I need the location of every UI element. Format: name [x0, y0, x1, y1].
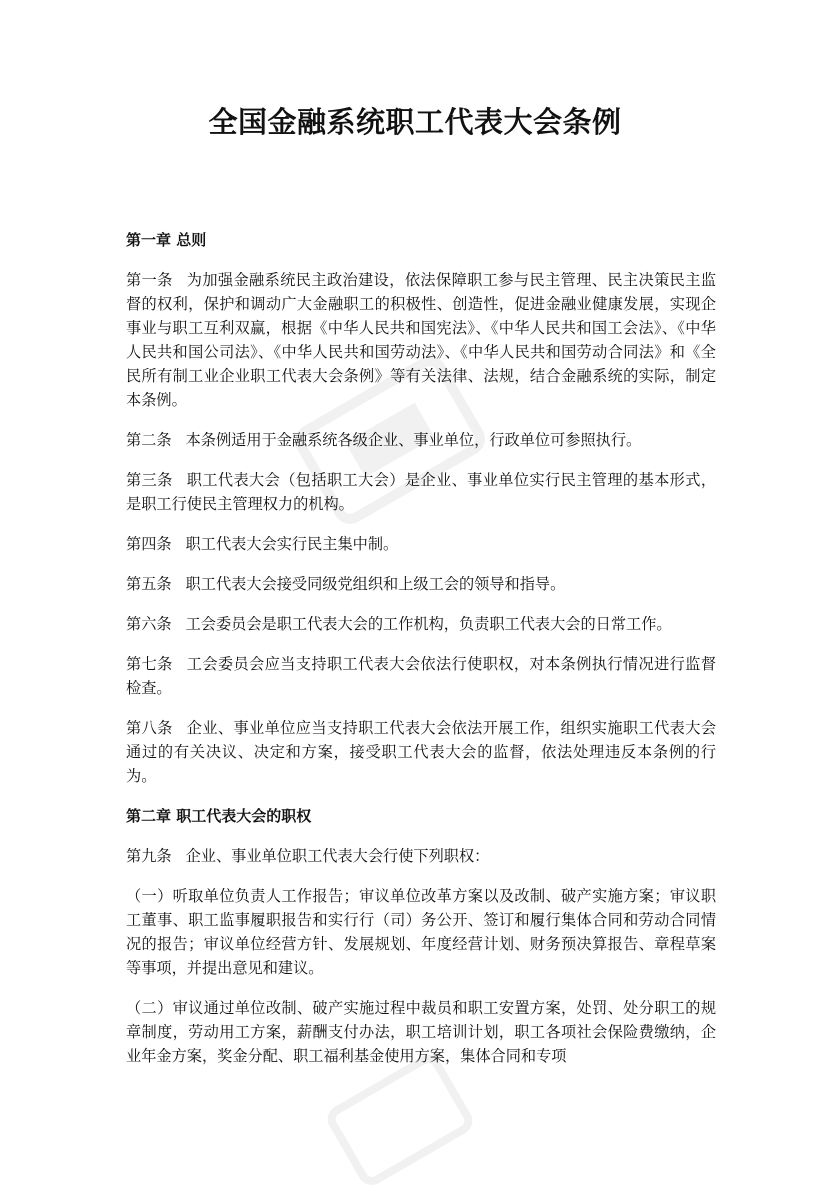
article-item-1 [126, 884, 716, 980]
article-text: 工会委员会是职工代表大会的工作机构，负责职工代表大会的日常工作。 [185, 615, 672, 633]
article-label: 第三条 [126, 471, 173, 489]
document-title: 全国金融系统职工代表大会条例 [208, 105, 622, 139]
article-text: 职工代表大会实行民主集中制。 [185, 535, 399, 553]
article-1 [126, 268, 716, 412]
article-9 [126, 844, 716, 868]
article-label: 第七条 [126, 655, 173, 673]
article-text: 企业、事业单位应当支持职工代表大会依法开展工作，组织实施职工代表大会通过的有关决议、决定和方案，接受职工代表大会的监督，依法处理违反本条例的行为。 [126, 719, 716, 785]
article-5 [126, 572, 716, 596]
article-8 [126, 716, 716, 788]
article-label: 第八条 [126, 719, 173, 737]
article-text: （一）听取单位负责人工作报告；审议单位改革方案以及改制、破产实施方案；审议职工董事、职工监事履职报告和实行行（司）务公开、签订和履行集体合同和劳动合同情况的报告；审议单位经营方针、发展规划、年度经营计划、财务预决算报告、章程草案等事项，并提出意见和建议。 [126, 887, 716, 977]
article-text: 工会委员会应当支持职工代表大会依法行使职权，对本条例执行情况进行监督检查。 [126, 655, 716, 697]
article-text: 职工代表大会（包括职工大会）是企业、事业单位实行民主管理的基本形式，是职工行使民主管理权力的机构。 [126, 471, 716, 513]
article-label: 第二条 [126, 431, 172, 449]
article-text: 为加强金融系统民主政治建设，依法保障职工参与民主管理、民主决策民主监督的权利，保护和调动广大金融职工的积极性、创造性，促进金融业健康发展，实现企事业与职工互利双赢，根据《中华人民共和国宪法》、《中华人民共和国工会法》、《中华人民共和国公司法》、《中华人民共和国劳动法》、《中华人民共和国劳动合同法》和《全民所有制工业企业职工代表大会条例》等有关法律、法规，结合金融系统的实际，制定本条例。 [126, 271, 716, 409]
article-label: 第四条 [126, 535, 172, 553]
article-text: 本条例适用于金融系统各级企业、事业单位，行政单位可参照执行。 [185, 431, 642, 449]
article-item-2 [126, 996, 716, 1068]
article-text: （二）审议通过单位改制、破产实施过程中裁员和职工安置方案，处罚、处分职工的规章制度，劳动用工方案，薪酬支付办法，职工培训计划，职工各项社会保险费缴纳，企业年金方案，奖金分配、职工福利基金使用方案，集体合同和专项 [126, 999, 716, 1065]
document-body [126, 228, 716, 1084]
chapter-heading: 第二章 职工代表大会的职权 [126, 807, 312, 825]
article-label: 第五条 [126, 575, 172, 593]
article-text: 职工代表大会接受同级党组织和上级工会的领导和指导。 [185, 575, 566, 593]
article-label: 第九条 [126, 847, 172, 865]
article-3 [126, 468, 716, 516]
article-label: 第六条 [126, 615, 172, 633]
article-4 [126, 532, 716, 556]
article-text: 企业、事业单位职工代表大会行使下列职权： [185, 847, 490, 865]
article-7 [126, 652, 716, 700]
article-6 [126, 612, 716, 636]
article-2 [126, 428, 716, 452]
article-label: 第一条 [126, 271, 173, 289]
chapter-heading: 第一章 总则 [126, 231, 207, 249]
